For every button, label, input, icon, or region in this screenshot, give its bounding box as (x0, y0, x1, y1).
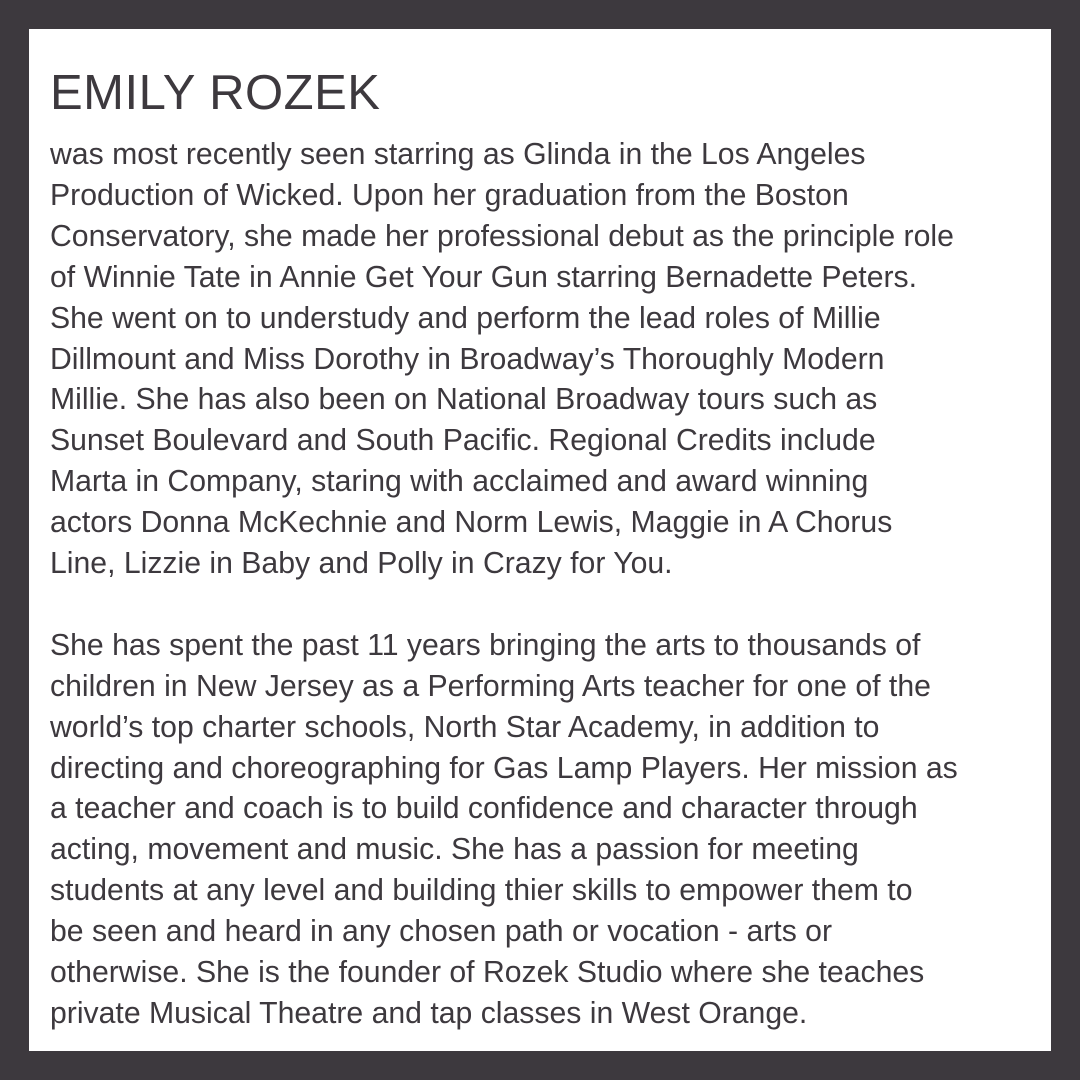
bio-paragraph-career (50, 135, 1040, 585)
bio-card (29, 29, 1051, 1051)
bio-line: Millie. She has also been on National Broadway tours such as (50, 383, 878, 417)
bio-line: be seen and heard in any chosen path or vocation - arts or (50, 915, 833, 949)
bio-line: She went on to understudy and perform the lead roles of Millie (50, 301, 881, 335)
bio-text (50, 135, 1040, 1035)
bio-line: Dillmount and Miss Dorothy in Broadway’s Thoroughly Modern (50, 342, 885, 376)
bio-line: students at any level and building thier skills to empower them to (50, 874, 913, 908)
bio-line: She has spent the past 11 years bringing the arts to thousands of (50, 628, 921, 662)
bio-line: world’s top charter schools, North Star Academy, in addition to (50, 710, 880, 744)
bio-line: otherwise. She is the founder of Rozek Studio where she teaches (50, 956, 925, 990)
bio-line: a teacher and coach is to build confidence and character through (50, 792, 918, 826)
bio-line: Marta in Company, staring with acclaimed and award winning (50, 465, 869, 499)
bio-line: directing and choreographing for Gas Lamp Players. Her mission as (50, 751, 958, 785)
bio-line: Line, Lizzie in Baby and Polly in Crazy for You. (50, 547, 673, 581)
bio-line: was most recently seen starring as Glinda in the Los Angeles (50, 138, 866, 171)
bio-line: of Winnie Tate in Annie Get Your Gun starring Bernadette Peters. (50, 260, 918, 294)
bio-line: actors Donna McKechnie and Norm Lewis, Maggie in A Chorus (50, 506, 893, 540)
bio-line: Sunset Boulevard and South Pacific. Regional Credits include (50, 424, 876, 458)
bio-paragraph-teaching (50, 626, 1040, 1035)
person-name: EMILY ROZEK (50, 66, 381, 120)
bio-line: private Musical Theatre and tap classes in West Orange. (50, 997, 808, 1031)
bio-line: children in New Jersey as a Performing Arts teacher for one of the (50, 669, 931, 703)
paragraph-gap (50, 585, 1040, 626)
bio-line: Conservatory, she made her professional debut as the principle role (50, 219, 954, 253)
bio-line: acting, movement and music. She has a passion for meeting (50, 833, 859, 867)
bio-line: Production of Wicked. Upon her graduation from the Boston (50, 178, 849, 212)
